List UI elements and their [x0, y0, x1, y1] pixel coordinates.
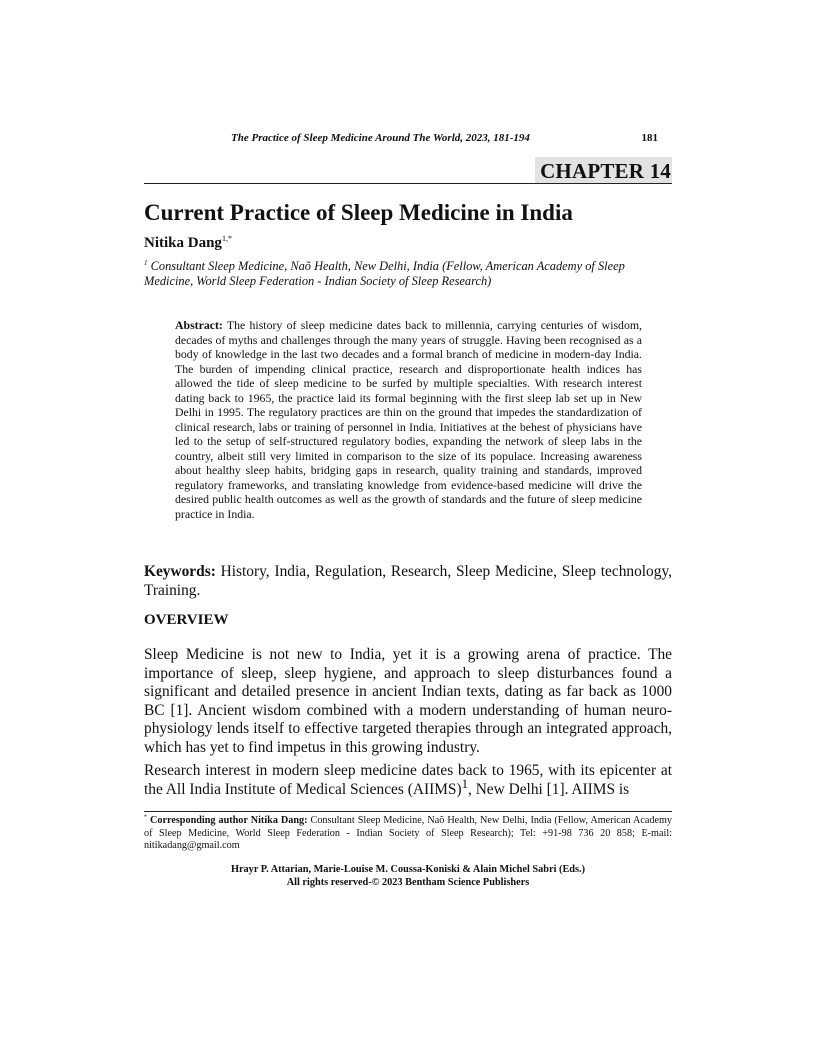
- affiliation-superscript: 1: [144, 258, 148, 267]
- author-line: [144, 235, 232, 252]
- running-head-text: [231, 132, 530, 144]
- abstract-label: Abstract:: [175, 318, 223, 332]
- header-rule: [144, 183, 672, 184]
- abstract-text: The history of sleep medicine dates back to millennia, carrying centuries of wisdom, decades of myths and challenges through the many years of struggle. Having been recognised as a body of knowledge in the last two decades and a formal branch of medicine in modern-day India. The burden of impending clinical practice, research and disproportionate health indices has allowed the tide of sleep medicine to be surfed by multiple specialties. With research interest dating back to 1965, the practice laid its formal beginning with the first sleep lab set up in New Delhi in 1995. The regulatory practices are thin on the ground that impedes the standardization of clinical research, labs or training of personnel in India. Initiatives at the behest of physicians have led to the setup of self-structured regulatory bodies, expanding the network of sleep labs in the country, albeit still very limited in comparison to the size of its populace. Increasing awareness about healthy sleep habits, bridging gaps in research, quality training and standards, improved regulatory frameworks, and translating knowledge from evidence-based medicine will drive the desired public health outcomes as well as the growth of standards and the future of sleep medicine practice in India.: [175, 318, 642, 521]
- footnote-marker: *: [144, 814, 147, 821]
- section-heading: OVERVIEW: [144, 612, 229, 628]
- paragraph-2-superscript: 1: [461, 776, 468, 791]
- body-paragraph-2: [144, 762, 672, 799]
- paragraph-2-text-b: , New Delhi [1]. AIIMS is: [468, 780, 630, 798]
- keywords-label: Keywords:: [144, 563, 216, 580]
- keywords: [144, 563, 672, 601]
- body-paragraph-1: Sleep Medicine is not new to India, yet it is a growing arena of practice. The importance of sleep, sleep hygiene, and approach to sleep disturbances found a significant and detailed presence in ancient Indian texts, dating as far back as 1000 BC [1]. Ancient wisdom combined with a modern understanding of human neuro-physiology lends itself to effective targeted therapies through an integrated approach, which has yet to find impetus in this growing industry.: [144, 646, 672, 756]
- author-name: Nitika Dang: [144, 235, 222, 251]
- rights-line: All rights reserved-© 2023 Bentham Science Publishers: [286, 876, 530, 888]
- page-number: 181: [641, 132, 658, 144]
- footnote: [144, 815, 672, 853]
- article-title: Current Practice of Sleep Medicine in India: [144, 200, 573, 225]
- book-details: , 2023, 181-194: [460, 132, 530, 144]
- chapter-label: CHAPTER 14: [535, 157, 672, 184]
- abstract: [175, 318, 642, 521]
- author-affiliation: [144, 259, 672, 289]
- author-superscript: 1,*: [221, 234, 232, 243]
- affiliation-text: Consultant Sleep Medicine, Naõ Health, New Delhi, India (Fellow, American Academy of Sleep Medicine, World Sleep Federation - Indian Society of Sleep Research): [144, 259, 625, 288]
- footnote-text: Consultant Sleep Medicine, Naõ Health, New Delhi, India (Fellow, American Academy of Sleep Medicine, World Sleep Federation - Indian Society of Sleep Research); Tel: +91-98 736 20 858; E-mail: nitikadang@gmail.com: [144, 815, 673, 852]
- editors-line: Hrayr P. Attarian, Marie-Louise M. Coussa-Koniski & Alain Michel Sabri (Eds.): [230, 864, 586, 875]
- publisher-info: [144, 864, 672, 889]
- footnote-rule: [144, 811, 672, 812]
- keywords-text: History, India, Regulation, Research, Sleep Medicine, Sleep technology, Training.: [144, 563, 672, 599]
- book-title: The Practice of Sleep Medicine Around The World: [231, 132, 461, 144]
- paragraph-2-text-a: Research interest in modern sleep medicine dates back to 1965, with its epicenter at the All India Institute of Medical Sciences (AIIMS): [144, 762, 672, 798]
- footnote-label: Corresponding author Nitika Dang:: [150, 815, 308, 826]
